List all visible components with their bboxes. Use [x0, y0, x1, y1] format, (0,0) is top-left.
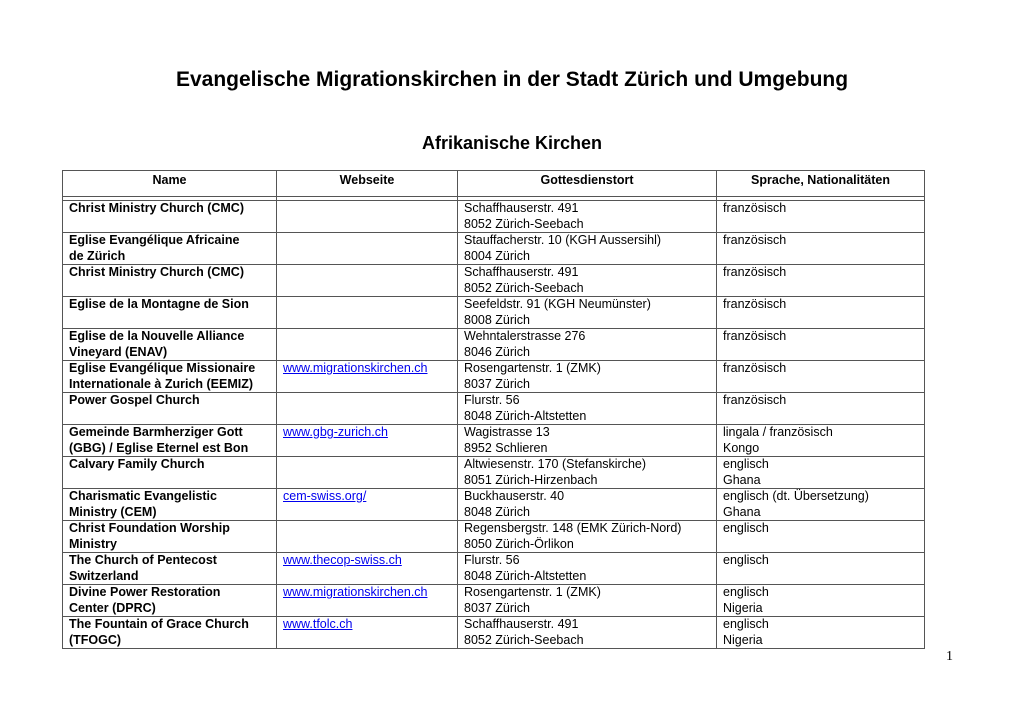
location-cell	[458, 329, 717, 361]
website-link[interactable]: cem-swiss.org/	[283, 489, 367, 503]
table-row	[63, 329, 925, 361]
church-name-cell-line: (TFOGC)	[69, 632, 122, 647]
language-cell	[717, 617, 925, 649]
table-row	[63, 361, 925, 393]
church-name-cell-line: Eglise de la Montagne de Sion	[69, 297, 249, 311]
language-cell-line: englisch	[723, 457, 769, 471]
website-cell	[277, 361, 458, 393]
church-name-cell-line: Ministry (CEM)	[69, 504, 157, 519]
location-cell-line: 8048 Zürich-Altstetten	[464, 568, 587, 583]
table-row	[63, 585, 925, 617]
page-number: 1	[946, 649, 953, 664]
language-cell-line: Nigeria	[723, 600, 763, 615]
language-cell	[717, 521, 925, 553]
location-cell	[458, 457, 717, 489]
church-name-cell	[63, 297, 277, 329]
church-name-cell	[63, 425, 277, 457]
column-header-webseite: Webseite	[277, 171, 458, 197]
language-cell-line: französisch	[723, 265, 787, 279]
website-link[interactable]: www.gbg-zurich.ch	[283, 425, 388, 439]
location-cell-line: Rosengartenstr. 1 (ZMK)	[464, 585, 601, 599]
location-cell	[458, 265, 717, 297]
table-row	[63, 489, 925, 521]
location-cell-line: 8048 Zürich	[464, 504, 531, 519]
location-cell-line: 8048 Zürich-Altstetten	[464, 408, 587, 423]
church-name-cell	[63, 393, 277, 425]
location-cell-line: Regensbergstr. 148 (EMK Zürich-Nord)	[464, 521, 682, 535]
location-cell-line: Wehntalerstrasse 276	[464, 329, 586, 343]
column-header-gottesdienstort: Gottesdienstort	[458, 171, 717, 197]
location-cell	[458, 617, 717, 649]
location-cell-line: Schaffhauserstr. 491	[464, 617, 579, 631]
location-cell-line: 8037 Zürich	[464, 600, 531, 615]
location-cell-line: Stauffacherstr. 10 (KGH Aussersihl)	[464, 233, 662, 247]
column-header-sprache: Sprache, Nationalitäten	[717, 171, 925, 197]
location-cell-line: 8046 Zürich	[464, 344, 531, 359]
language-cell	[717, 585, 925, 617]
location-cell-line: Flurstr. 56	[464, 553, 520, 567]
language-cell-line: französisch	[723, 361, 787, 375]
language-cell-line: Ghana	[723, 472, 761, 487]
column-header-name: Name	[63, 171, 277, 197]
language-cell-line: Nigeria	[723, 632, 763, 647]
header-row	[63, 171, 925, 197]
language-cell-line: französisch	[723, 201, 787, 215]
location-cell-line: Schaffhauserstr. 491	[464, 201, 579, 215]
language-cell	[717, 393, 925, 425]
language-cell-line: englisch	[723, 553, 769, 567]
website-cell	[277, 329, 458, 361]
church-name-cell	[63, 361, 277, 393]
website-cell	[277, 489, 458, 521]
website-cell	[277, 425, 458, 457]
table-row	[63, 553, 925, 585]
church-name-cell	[63, 521, 277, 553]
location-cell-line: Flurstr. 56	[464, 393, 520, 407]
location-cell	[458, 585, 717, 617]
website-cell	[277, 233, 458, 265]
language-cell-line: französisch	[723, 393, 787, 407]
table-header	[63, 171, 925, 197]
language-cell	[717, 425, 925, 457]
language-cell-line: französisch	[723, 329, 787, 343]
church-name-cell-line: Divine Power Restoration	[69, 585, 221, 599]
church-name-cell	[63, 489, 277, 521]
document-title: Evangelische Migrationskirchen in der Stadt Zürich und Umgebung	[175, 68, 849, 91]
language-cell-line: französisch	[723, 233, 787, 247]
location-cell	[458, 521, 717, 553]
church-name-cell-line: Calvary Family Church	[69, 457, 205, 471]
church-name-cell	[63, 233, 277, 265]
location-cell-line: 8050 Zürich-Örlikon	[464, 536, 574, 551]
church-name-cell-line: Christ Ministry Church (CMC)	[69, 201, 244, 215]
location-cell-line: Wagistrasse 13	[464, 425, 550, 439]
location-cell-line: Seefeldstr. 91 (KGH Neumünster)	[464, 297, 651, 311]
location-cell	[458, 393, 717, 425]
table-row	[63, 201, 925, 233]
table-row	[63, 233, 925, 265]
website-cell	[277, 265, 458, 297]
section-heading: Afrikanische Kirchen	[421, 133, 603, 153]
location-cell-line: 8008 Zürich	[464, 312, 531, 327]
language-cell-line: englisch	[723, 521, 769, 535]
church-name-cell-line: Eglise Evangélique Africaine	[69, 233, 240, 247]
website-link[interactable]: www.thecop-swiss.ch	[283, 553, 402, 567]
church-name-cell	[63, 457, 277, 489]
church-name-cell	[63, 329, 277, 361]
church-name-cell-line: Charismatic Evangelistic	[69, 489, 217, 503]
website-cell	[277, 585, 458, 617]
table-row	[63, 457, 925, 489]
location-cell-line: Schaffhauserstr. 491	[464, 265, 579, 279]
church-name-cell-line: Vineyard (ENAV)	[69, 344, 168, 359]
church-name-cell-line: Switzerland	[69, 568, 139, 583]
table-row	[63, 393, 925, 425]
table-row	[63, 297, 925, 329]
location-cell-line: 8037 Zürich	[464, 376, 531, 391]
location-cell	[458, 361, 717, 393]
website-link[interactable]: www.tfolc.ch	[283, 617, 353, 631]
location-cell-line: 8052 Zürich-Seebach	[464, 216, 584, 231]
church-name-cell	[63, 201, 277, 233]
location-cell-line: 8952 Schlieren	[464, 440, 548, 455]
church-name-cell-line: Internationale à Zurich (EEMIZ)	[69, 376, 254, 391]
location-cell-line: 8004 Zürich	[464, 248, 531, 263]
table-row	[63, 265, 925, 297]
language-cell-line: Kongo	[723, 440, 760, 455]
language-cell-line: Ghana	[723, 504, 761, 519]
location-cell-line: Rosengartenstr. 1 (ZMK)	[464, 361, 601, 375]
website-cell	[277, 297, 458, 329]
website-cell	[277, 393, 458, 425]
language-cell	[717, 489, 925, 521]
church-name-cell	[63, 265, 277, 297]
language-cell	[717, 457, 925, 489]
language-cell	[717, 553, 925, 585]
location-cell-line: Buckhauserstr. 40	[464, 489, 565, 503]
language-cell-line: französisch	[723, 297, 787, 311]
churches-table	[62, 170, 925, 649]
church-name-cell-line: Christ Ministry Church (CMC)	[69, 265, 244, 279]
church-name-cell-line: The Church of Pentecost	[69, 553, 217, 567]
language-cell-line: lingala / französisch	[723, 425, 833, 439]
church-name-cell-line: Center (DPRC)	[69, 600, 156, 615]
language-cell	[717, 265, 925, 297]
church-name-cell-line: Power Gospel Church	[69, 393, 200, 407]
table-row	[63, 617, 925, 649]
location-cell	[458, 297, 717, 329]
location-cell	[458, 425, 717, 457]
location-cell	[458, 489, 717, 521]
language-cell	[717, 329, 925, 361]
location-cell	[458, 553, 717, 585]
website-cell	[277, 201, 458, 233]
table-body	[63, 197, 925, 649]
location-cell-line: 8051 Zürich-Hirzenbach	[464, 472, 598, 487]
church-name-cell-line: Ministry	[69, 536, 117, 551]
website-link[interactable]: www.migrationskirchen.ch	[283, 585, 428, 599]
church-name-cell	[63, 617, 277, 649]
language-cell	[717, 297, 925, 329]
church-name-cell-line: Eglise Evangélique Missionaire	[69, 361, 256, 375]
location-cell	[458, 201, 717, 233]
church-name-cell-line: Gemeinde Barmherziger Gott	[69, 425, 243, 439]
website-cell	[277, 617, 458, 649]
location-cell-line: Altwiesenstr. 170 (Stefanskirche)	[464, 457, 647, 471]
table-row	[63, 521, 925, 553]
website-link[interactable]: www.migrationskirchen.ch	[283, 361, 428, 375]
language-cell	[717, 233, 925, 265]
location-cell	[458, 233, 717, 265]
church-name-cell-line: (GBG) / Eglise Eternel est Bon	[69, 440, 249, 455]
church-name-cell-line: de Zürich	[69, 248, 126, 263]
church-name-cell	[63, 553, 277, 585]
website-cell	[277, 553, 458, 585]
language-cell	[717, 201, 925, 233]
church-name-cell-line: Eglise de la Nouvelle Alliance	[69, 329, 245, 343]
location-cell-line: 8052 Zürich-Seebach	[464, 280, 584, 295]
table-row	[63, 425, 925, 457]
church-name-cell-line: The Fountain of Grace Church	[69, 617, 249, 631]
website-cell	[277, 457, 458, 489]
church-name-cell	[63, 585, 277, 617]
language-cell-line: englisch	[723, 617, 769, 631]
language-cell	[717, 361, 925, 393]
location-cell-line: 8052 Zürich-Seebach	[464, 632, 584, 647]
church-name-cell-line: Christ Foundation Worship	[69, 521, 230, 535]
website-cell	[277, 521, 458, 553]
language-cell-line: englisch (dt. Übersetzung)	[723, 489, 869, 503]
language-cell-line: englisch	[723, 585, 769, 599]
